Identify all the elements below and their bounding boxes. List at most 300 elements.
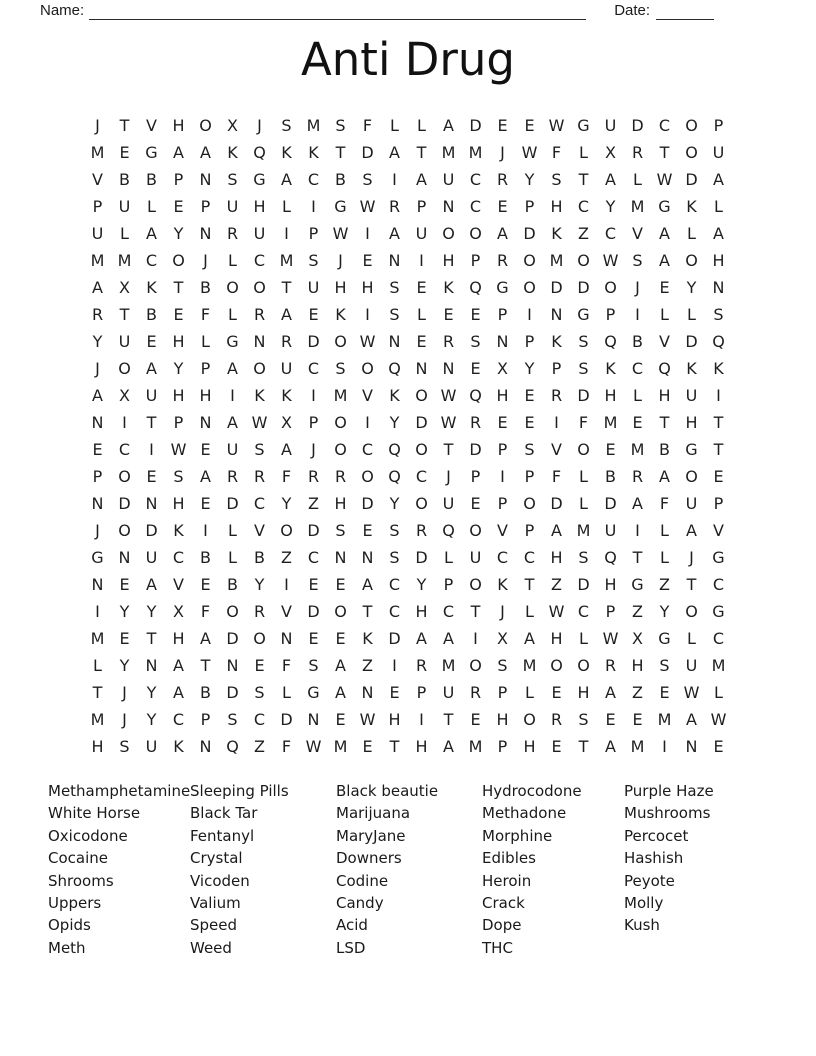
grid-cell: A	[416, 629, 427, 648]
grid-cell: U	[712, 143, 725, 162]
grid-cell: S	[389, 548, 400, 567]
grid-cell: L	[579, 143, 588, 162]
grid-cell: R	[496, 251, 509, 270]
grid-cell: T	[119, 305, 130, 324]
grid-cell: D	[469, 116, 482, 135]
grid-cell: I	[554, 413, 559, 432]
grid-cell: A	[281, 440, 292, 459]
grid-cell: O	[334, 440, 347, 459]
grid-cell: B	[200, 683, 211, 702]
grid-cell: W	[359, 197, 376, 216]
grid-cell: Y	[173, 224, 184, 243]
grid-cell: P	[524, 467, 535, 486]
grid-cell: E	[119, 143, 130, 162]
grid-cell: E	[254, 656, 265, 675]
grid-cell: L	[714, 197, 723, 216]
grid-cell: L	[525, 602, 534, 621]
grid-cell: S	[713, 305, 724, 324]
grid-cell: Y	[605, 197, 616, 216]
grid-cell: T	[578, 737, 589, 756]
grid-cell: S	[362, 170, 373, 189]
grid-cell: C	[415, 467, 428, 486]
word-list-item: Weed	[190, 938, 232, 957]
word-list-item: LSD	[336, 938, 366, 957]
grid-cell: D	[307, 332, 320, 351]
grid-cell: U	[685, 386, 698, 405]
grid-cell: S	[335, 116, 346, 135]
grid-cell: N	[415, 359, 428, 378]
grid-cell: H	[334, 494, 347, 513]
grid-cell: J	[122, 683, 127, 702]
grid-cell: A	[389, 224, 400, 243]
grid-cell: W	[548, 116, 565, 135]
word-search-grid	[84, 112, 732, 760]
grid-cell: C	[172, 548, 185, 567]
grid-cell: E	[335, 575, 346, 594]
word-list-item: Methamphetamine	[48, 782, 191, 800]
grid-cell: A	[551, 521, 562, 540]
grid-cell: N	[442, 359, 455, 378]
grid-cell: Z	[254, 737, 265, 756]
grid-cell: Q	[388, 359, 401, 378]
grid-cell: M	[549, 251, 564, 270]
grid-cell: G	[712, 602, 725, 621]
grid-cell: D	[577, 575, 590, 594]
grid-cell: E	[200, 440, 211, 459]
grid-cell: L	[417, 305, 426, 324]
grid-cell: Q	[442, 521, 455, 540]
grid-cell: W	[602, 629, 619, 648]
word-list-item: Black Tar	[190, 804, 258, 823]
grid-cell: Y	[146, 602, 157, 621]
grid-cell: C	[118, 440, 131, 459]
grid-cell: T	[713, 413, 724, 432]
grid-cell: R	[226, 467, 239, 486]
grid-cell: Q	[469, 278, 482, 297]
grid-cell: U	[226, 440, 239, 459]
word-list-item: Black beautie	[336, 782, 439, 800]
grid-cell: C	[712, 575, 725, 594]
grid-cell: T	[119, 116, 130, 135]
grid-cell: I	[473, 629, 478, 648]
grid-cell: D	[361, 494, 374, 513]
grid-cell: K	[713, 359, 724, 378]
word-list-item: Shrooms	[48, 871, 114, 890]
grid-cell: H	[523, 737, 536, 756]
grid-cell: Y	[173, 359, 184, 378]
grid-cell: A	[632, 494, 643, 513]
grid-cell: U	[91, 224, 104, 243]
grid-cell: O	[199, 116, 212, 135]
grid-cell: O	[172, 251, 185, 270]
grid-cell: H	[415, 737, 428, 756]
grid-cell: T	[686, 575, 697, 594]
grid-cell: I	[365, 224, 370, 243]
grid-cell: C	[577, 602, 590, 621]
grid-cell: R	[307, 467, 320, 486]
grid-cell: O	[226, 602, 239, 621]
grid-cell: D	[118, 494, 131, 513]
grid-cell: F	[200, 602, 211, 621]
grid-cell: Y	[524, 170, 535, 189]
grid-cell: A	[146, 224, 157, 243]
grid-cell: I	[149, 440, 154, 459]
word-list-item: Speed	[190, 916, 238, 935]
grid-cell: W	[656, 170, 673, 189]
word-list-item: Valium	[190, 893, 241, 912]
grid-cell: S	[281, 116, 292, 135]
grid-cell: Z	[578, 224, 589, 243]
grid-cell: N	[199, 413, 212, 432]
grid-cell: L	[201, 332, 210, 351]
grid-cell: X	[281, 413, 292, 432]
grid-cell: L	[660, 548, 669, 567]
word-list-item: Methadone	[482, 804, 567, 823]
grid-cell: B	[335, 170, 346, 189]
grid-cell: B	[632, 332, 643, 351]
grid-cell: L	[633, 170, 642, 189]
grid-cell: D	[685, 332, 698, 351]
grid-cell: S	[254, 683, 265, 702]
grid-cell: O	[685, 116, 698, 135]
grid-cell: C	[307, 170, 320, 189]
grid-cell: A	[200, 467, 211, 486]
grid-cell: D	[280, 710, 293, 729]
grid-cell: C	[658, 116, 671, 135]
grid-cell: G	[712, 548, 725, 567]
grid-cell: A	[659, 251, 670, 270]
grid-cell: Y	[119, 602, 130, 621]
grid-cell: O	[253, 359, 266, 378]
grid-cell: Y	[524, 359, 535, 378]
grid-cell: A	[605, 737, 616, 756]
grid-cell: T	[92, 683, 103, 702]
word-list-item: THC	[482, 938, 513, 957]
grid-cell: O	[442, 224, 455, 243]
grid-cell: Y	[389, 413, 400, 432]
grid-cell: W	[440, 413, 457, 432]
grid-cell: E	[308, 629, 319, 648]
grid-cell: D	[523, 224, 536, 243]
grid-cell: C	[253, 251, 266, 270]
grid-cell: A	[713, 170, 724, 189]
grid-cell: E	[470, 710, 481, 729]
grid-cell: E	[632, 710, 643, 729]
header	[40, 1, 742, 20]
grid-cell: X	[497, 359, 508, 378]
word-list-item: Crystal	[190, 849, 243, 868]
grid-cell: O	[415, 386, 428, 405]
grid-cell: I	[284, 575, 289, 594]
grid-cell: B	[146, 170, 157, 189]
grid-cell: S	[254, 440, 265, 459]
grid-cell: U	[145, 548, 158, 567]
grid-cell: S	[227, 710, 238, 729]
grid-cell: E	[659, 683, 670, 702]
grid-cell: T	[173, 278, 184, 297]
grid-cell: C	[172, 710, 185, 729]
grid-cell: A	[659, 467, 670, 486]
grid-cell: F	[659, 494, 670, 513]
grid-cell: A	[173, 143, 184, 162]
grid-cell: R	[253, 602, 266, 621]
word-list-column	[482, 780, 624, 959]
grid-cell: Z	[281, 548, 292, 567]
grid-cell: O	[469, 521, 482, 540]
word-list-item: Downers	[336, 849, 402, 868]
grid-cell: T	[713, 440, 724, 459]
grid-cell: A	[227, 359, 238, 378]
grid-cell: E	[497, 413, 508, 432]
grid-cell: A	[92, 386, 103, 405]
grid-cell: G	[577, 116, 590, 135]
word-list-item: Oxicodone	[48, 826, 128, 845]
grid-cell: Z	[551, 575, 562, 594]
grid-cell: C	[469, 197, 482, 216]
grid-cell: A	[281, 305, 292, 324]
grid-cell: M	[522, 656, 537, 675]
grid-cell: M	[90, 629, 105, 648]
grid-cell: M	[333, 386, 348, 405]
grid-cell: W	[170, 440, 187, 459]
grid-cell: E	[605, 710, 616, 729]
grid-cell: A	[200, 143, 211, 162]
grid-cell: A	[497, 224, 508, 243]
grid-cell: H	[253, 197, 266, 216]
grid-cell: Q	[253, 143, 266, 162]
grid-cell: S	[119, 737, 130, 756]
grid-cell: L	[660, 521, 669, 540]
grid-cell: O	[550, 656, 563, 675]
grid-cell: T	[659, 143, 670, 162]
grid-cell: S	[335, 521, 346, 540]
date-label: Date:	[614, 2, 651, 19]
grid-cell: U	[685, 656, 698, 675]
grid-cell: O	[334, 413, 347, 432]
grid-cell: D	[415, 413, 428, 432]
grid-cell: Y	[659, 602, 670, 621]
grid-cell: C	[253, 494, 266, 513]
grid-cell: R	[442, 332, 455, 351]
grid-cell: Q	[388, 467, 401, 486]
grid-cell: M	[576, 521, 591, 540]
word-list-item: Acid	[336, 916, 368, 935]
grid-cell: L	[444, 548, 453, 567]
grid-cell: A	[200, 629, 211, 648]
grid-cell: V	[713, 521, 724, 540]
grid-cell: D	[550, 494, 563, 513]
grid-cell: P	[470, 251, 481, 270]
grid-cell: O	[469, 224, 482, 243]
grid-cell: I	[662, 737, 667, 756]
grid-cell: O	[415, 440, 428, 459]
grid-cell: D	[631, 116, 644, 135]
grid-cell: J	[95, 116, 100, 135]
grid-cell: E	[200, 575, 211, 594]
grid-cell: U	[118, 332, 131, 351]
grid-cell: S	[551, 170, 562, 189]
grid-cell: D	[550, 278, 563, 297]
grid-cell: E	[524, 386, 535, 405]
grid-cell: Z	[632, 683, 643, 702]
grid-cell: P	[200, 710, 211, 729]
grid-cell: H	[604, 575, 617, 594]
grid-cell: L	[228, 521, 237, 540]
grid-cell: V	[173, 575, 184, 594]
grid-cell: Q	[604, 548, 617, 567]
grid-cell: M	[441, 143, 456, 162]
grid-cell: P	[200, 197, 211, 216]
grid-cell: O	[577, 251, 590, 270]
grid-cell: D	[577, 278, 590, 297]
grid-cell: J	[500, 143, 505, 162]
grid-cell: Y	[92, 332, 103, 351]
word-list-item: Codine	[336, 871, 389, 890]
grid-cell: Y	[146, 683, 157, 702]
grid-cell: I	[635, 305, 640, 324]
grid-cell: M	[657, 710, 672, 729]
grid-cell: O	[361, 359, 374, 378]
grid-cell: B	[659, 440, 670, 459]
word-list-item: Heroin	[482, 871, 532, 890]
word-list-item: Fentanyl	[190, 826, 255, 845]
grid-cell: N	[685, 737, 698, 756]
grid-cell: H	[577, 683, 590, 702]
grid-cell: E	[470, 305, 481, 324]
grid-cell: M	[630, 440, 645, 459]
grid-cell: Q	[226, 737, 239, 756]
grid-cell: O	[253, 629, 266, 648]
grid-cell: I	[392, 656, 397, 675]
grid-cell: F	[281, 467, 292, 486]
grid-cell: C	[307, 359, 320, 378]
grid-cell: H	[550, 548, 563, 567]
grid-cell: E	[524, 116, 535, 135]
grid-cell: A	[659, 224, 670, 243]
word-list-item: Crack	[482, 893, 525, 912]
grid-cell: N	[226, 656, 239, 675]
grid-cell: V	[254, 521, 265, 540]
grid-cell: K	[362, 629, 373, 648]
grid-cell: E	[362, 251, 373, 270]
word-list-column	[48, 780, 190, 959]
grid-cell: C	[523, 548, 536, 567]
grid-cell: K	[173, 737, 184, 756]
grid-cell: O	[523, 494, 536, 513]
grid-cell: H	[172, 494, 185, 513]
grid-cell: O	[415, 494, 428, 513]
grid-cell: P	[92, 467, 103, 486]
grid-cell: P	[470, 467, 481, 486]
grid-cell: O	[685, 602, 698, 621]
grid-cell: P	[173, 413, 184, 432]
grid-cell: O	[523, 710, 536, 729]
grid-cell: M	[90, 143, 105, 162]
grid-cell: O	[118, 521, 131, 540]
grid-cell: Y	[389, 494, 400, 513]
grid-cell: I	[419, 710, 424, 729]
grid-cell: N	[199, 170, 212, 189]
grid-cell: R	[550, 386, 563, 405]
grid-cell: R	[253, 467, 266, 486]
grid-cell: A	[443, 737, 454, 756]
grid-cell: W	[359, 710, 376, 729]
grid-cell: F	[362, 116, 373, 135]
grid-cell: O	[685, 251, 698, 270]
grid-cell: U	[442, 494, 455, 513]
grid-cell: K	[686, 359, 697, 378]
grid-cell: H	[388, 710, 401, 729]
grid-cell: K	[227, 143, 238, 162]
grid-cell: L	[633, 386, 642, 405]
grid-cell: I	[311, 386, 316, 405]
grid-cell: P	[713, 494, 724, 513]
grid-cell: E	[92, 440, 103, 459]
grid-cell: D	[604, 494, 617, 513]
grid-cell: D	[388, 629, 401, 648]
grid-cell: D	[307, 602, 320, 621]
grid-cell: W	[305, 737, 322, 756]
name-label: Name:	[40, 2, 85, 19]
grid-cell: U	[685, 494, 698, 513]
grid-cell: E	[416, 278, 427, 297]
grid-cell: E	[497, 197, 508, 216]
grid-cell: P	[200, 359, 211, 378]
grid-cell: S	[173, 467, 184, 486]
grid-cell: O	[685, 143, 698, 162]
word-list-item: Edibles	[482, 849, 536, 868]
grid-cell: T	[470, 602, 481, 621]
grid-cell: P	[497, 440, 508, 459]
grid-cell: M	[711, 656, 726, 675]
grid-cell: G	[334, 197, 347, 216]
grid-cell: V	[92, 170, 103, 189]
grid-cell: T	[443, 710, 454, 729]
grid-cell: O	[469, 656, 482, 675]
grid-cell: Q	[658, 359, 671, 378]
grid-cell: L	[228, 305, 237, 324]
grid-cell: X	[173, 602, 184, 621]
grid-cell: D	[226, 494, 239, 513]
grid-cell: N	[496, 332, 509, 351]
grid-cell: A	[713, 224, 724, 243]
grid-cell: S	[578, 710, 589, 729]
grid-cell: G	[658, 629, 671, 648]
grid-cell: I	[203, 521, 208, 540]
grid-cell: J	[257, 116, 262, 135]
grid-cell: A	[92, 278, 103, 297]
grid-cell: G	[685, 440, 698, 459]
word-list-item: Mushrooms	[624, 804, 711, 823]
grid-cell: E	[335, 629, 346, 648]
word-list-item: Hashish	[624, 849, 684, 868]
grid-cell: C	[496, 548, 509, 567]
grid-cell: G	[145, 143, 158, 162]
grid-cell: W	[602, 251, 619, 270]
grid-cell: L	[525, 683, 534, 702]
grid-cell: N	[280, 629, 293, 648]
grid-cell: J	[95, 359, 100, 378]
grid-cell: T	[416, 143, 427, 162]
grid-cell: L	[687, 629, 696, 648]
grid-cell: P	[605, 602, 616, 621]
grid-cell: F	[281, 737, 292, 756]
grid-cell: E	[443, 305, 454, 324]
grid-cell: O	[469, 575, 482, 594]
grid-cell: N	[145, 494, 158, 513]
grid-cell: C	[388, 575, 401, 594]
grid-cell: C	[712, 629, 725, 648]
